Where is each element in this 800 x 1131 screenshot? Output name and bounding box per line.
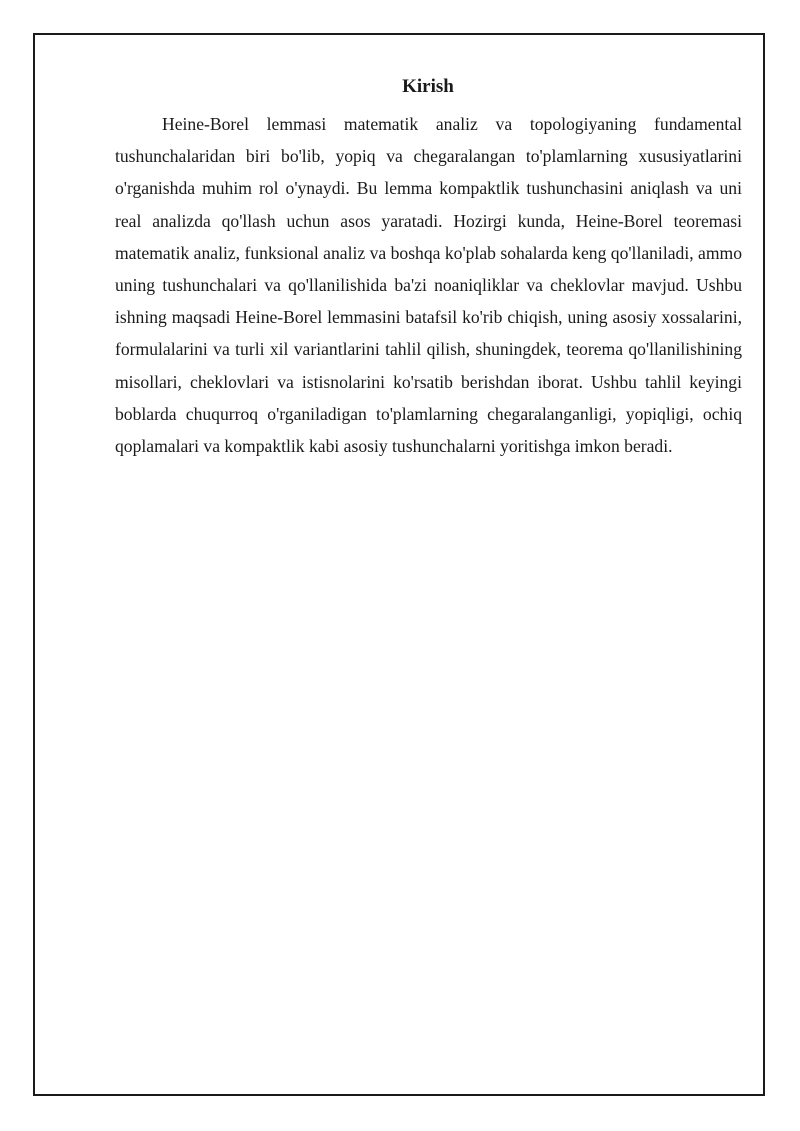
section-heading: Kirish [402,76,454,97]
intro-paragraph: Heine-Borel lemmasi matematik analiz va topologiyaning fundamental tushunchalaridan biri bo'lib, yopiq va chegaralangan to'plamlarning xususiyatlarini o'rganishda muhim rol o'ynaydi. Bu lemma kompaktlik tushunchasini aniqlash va uni real analizda qo'llash uchun asos yaratadi. Hozirgi kunda, Heine-Borel teoremasi matematik analiz, funksional analiz va boshqa ko'plab sohalarda keng qo'llaniladi, ammo uning tushunchalari va qo'llanilishida ba'zi noaniqliklar va cheklovlar mavjud. Ushbu ishning maqsadi Heine-Borel lemmasini batafsil ko'rib chiqish, uning asosiy xossalarini, formulalarini va turli xil variantlarini tahlil qilish, shuningdek, teorema qo'llanilishining misollari, cheklovlari va istisnolarini ko'rsatib berishdan iborat. Ushbu tahlil keyingi boblarda chuqurroq o'rganiladigan to'plamlarning chegaralanganligi, yopiqligi, ochiq qoplamalari va kompaktlik kabi asosiy tushunchalarni yoritishga imkon beradi. [115,114,742,457]
